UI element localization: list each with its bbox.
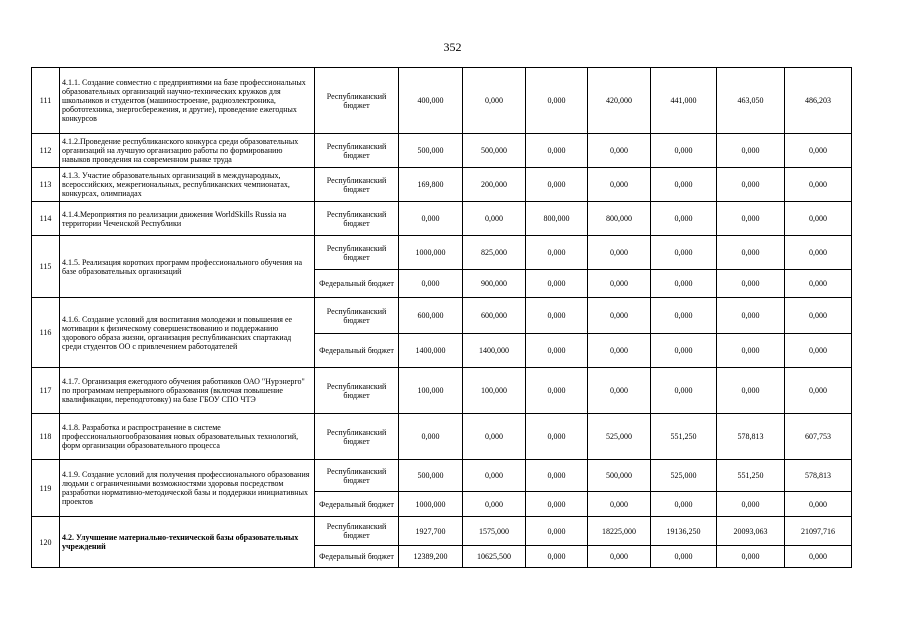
- amount-cell: 0,000: [463, 68, 526, 134]
- amount-cell: 0,000: [526, 492, 588, 517]
- funding-source: Республиканский бюджет: [315, 517, 399, 546]
- table-row: [32, 460, 852, 492]
- amount-cell: 1575,000: [463, 517, 526, 546]
- amount-cell: 800,000: [526, 202, 588, 236]
- amount-cell: 200,000: [463, 168, 526, 202]
- amount-cell: 0,000: [785, 298, 852, 334]
- amount-cell: 0,000: [588, 298, 651, 334]
- amount-cell: 0,000: [651, 368, 717, 414]
- amount-cell: 0,000: [717, 168, 785, 202]
- amount-cell: 0,000: [526, 168, 588, 202]
- amount-cell: 420,000: [588, 68, 651, 134]
- amount-cell: 0,000: [526, 134, 588, 168]
- table-row: [32, 68, 852, 134]
- funding-source: Республиканский бюджет: [315, 414, 399, 460]
- amount-cell: 0,000: [463, 460, 526, 492]
- amount-cell: 578,813: [717, 414, 785, 460]
- amount-cell: 0,000: [526, 298, 588, 334]
- amount-cell: 100,000: [463, 368, 526, 414]
- amount-cell: 10625,500: [463, 546, 526, 568]
- funding-source: Федеральный бюджет: [315, 334, 399, 368]
- amount-cell: 500,000: [399, 134, 463, 168]
- amount-cell: 0,000: [526, 334, 588, 368]
- amount-cell: 0,000: [463, 202, 526, 236]
- amount-cell: 0,000: [651, 270, 717, 298]
- amount-cell: 0,000: [588, 168, 651, 202]
- amount-cell: 0,000: [785, 168, 852, 202]
- amount-cell: 578,813: [785, 460, 852, 492]
- amount-cell: 400,000: [399, 68, 463, 134]
- amount-cell: 0,000: [588, 134, 651, 168]
- table-row: [32, 134, 852, 168]
- amount-cell: 0,000: [526, 236, 588, 270]
- funding-source: Республиканский бюджет: [315, 460, 399, 492]
- amount-cell: 20093,063: [717, 517, 785, 546]
- amount-cell: 0,000: [526, 68, 588, 134]
- amount-cell: 900,000: [463, 270, 526, 298]
- amount-cell: 600,000: [399, 298, 463, 334]
- amount-cell: 0,000: [588, 236, 651, 270]
- funding-source: Федеральный бюджет: [315, 546, 399, 568]
- amount-cell: 0,000: [526, 414, 588, 460]
- amount-cell: 500,000: [463, 134, 526, 168]
- activity-description: 4.1.8. Разработка и распространение в системе профессиональногообразования новых образовательных технологий, форм организации образовательного процесса: [60, 414, 315, 460]
- table-row: [32, 168, 852, 202]
- amount-cell: 1000,000: [399, 236, 463, 270]
- amount-cell: 169,800: [399, 168, 463, 202]
- table-row: [32, 368, 852, 414]
- row-number: 113: [32, 168, 60, 202]
- amount-cell: 0,000: [651, 298, 717, 334]
- table-row: [32, 236, 852, 270]
- activity-description: 4.1.7. Организация ежегодного обучения работников ОАО "Нурэнерго" по программам непрерывного образования (включая повышение квалификации, переподготовку) на базе ГБОУ СПО ЧТЭ: [60, 368, 315, 414]
- amount-cell: 0,000: [717, 134, 785, 168]
- amount-cell: 18225,000: [588, 517, 651, 546]
- funding-source: Федеральный бюджет: [315, 270, 399, 298]
- funding-source: Республиканский бюджет: [315, 168, 399, 202]
- amount-cell: 0,000: [785, 270, 852, 298]
- funding-source: Республиканский бюджет: [315, 298, 399, 334]
- amount-cell: 0,000: [651, 202, 717, 236]
- amount-cell: 500,000: [399, 460, 463, 492]
- row-number: 112: [32, 134, 60, 168]
- amount-cell: 0,000: [588, 368, 651, 414]
- row-number: 120: [32, 517, 60, 568]
- amount-cell: 0,000: [399, 202, 463, 236]
- amount-cell: 0,000: [717, 270, 785, 298]
- amount-cell: 1000,000: [399, 492, 463, 517]
- funding-source: Республиканский бюджет: [315, 202, 399, 236]
- amount-cell: 0,000: [588, 270, 651, 298]
- funding-source: Республиканский бюджет: [315, 368, 399, 414]
- amount-cell: 0,000: [785, 334, 852, 368]
- amount-cell: 800,000: [588, 202, 651, 236]
- amount-cell: 0,000: [717, 368, 785, 414]
- activity-description: 4.1.1. Создание совместно с предприятиями на базе профессиональных образовательных организаций научно-технических кружков для школьников и студентов (машиностроение, радиоэлектроника, робототехника, энергосбережения, и другие), проведение ежегодных конкурсов: [60, 68, 315, 134]
- amount-cell: 1927,700: [399, 517, 463, 546]
- amount-cell: 0,000: [463, 492, 526, 517]
- amount-cell: 0,000: [651, 546, 717, 568]
- amount-cell: 0,000: [526, 368, 588, 414]
- budget-table: [31, 67, 852, 568]
- amount-cell: 0,000: [651, 236, 717, 270]
- amount-cell: 0,000: [785, 368, 852, 414]
- activity-description: 4.1.6. Создание условий для воспитания молодежи и повышения ее мотивации к физическому совершенствованию и поддержанию здорового образа жизни, организация республиканских спартакиад среди студентов ОО с привлечением работодателей: [60, 298, 315, 368]
- activity-description: 4.1.9. Создание условий для получения профессионального образования людьми с ограниченными возможностями здоровья посредством разработки нормативно-методической базы и поддержки инициативных проектов: [60, 460, 315, 517]
- amount-cell: 0,000: [717, 202, 785, 236]
- table-row: [32, 517, 852, 546]
- row-number: 115: [32, 236, 60, 298]
- amount-cell: 0,000: [717, 298, 785, 334]
- amount-cell: 551,250: [651, 414, 717, 460]
- amount-cell: 825,000: [463, 236, 526, 270]
- amount-cell: 1400,000: [399, 334, 463, 368]
- amount-cell: 0,000: [717, 236, 785, 270]
- amount-cell: 500,000: [588, 460, 651, 492]
- funding-source: Республиканский бюджет: [315, 68, 399, 134]
- amount-cell: 100,000: [399, 368, 463, 414]
- amount-cell: 0,000: [526, 460, 588, 492]
- amount-cell: 0,000: [717, 546, 785, 568]
- amount-cell: 21097,716: [785, 517, 852, 546]
- amount-cell: 0,000: [785, 202, 852, 236]
- funding-source: Федеральный бюджет: [315, 492, 399, 517]
- row-number: 119: [32, 460, 60, 517]
- amount-cell: 0,000: [785, 546, 852, 568]
- activity-description: 4.2. Улучшение материально-технической базы образовательных учреждений: [60, 517, 315, 568]
- amount-cell: 486,203: [785, 68, 852, 134]
- activity-description: 4.1.3. Участие образовательных организаций в международных, всероссийских, межрегиональных, республиканских чемпионатах, конкурсах, олимпиадах: [60, 168, 315, 202]
- amount-cell: 0,000: [399, 270, 463, 298]
- amount-cell: 0,000: [651, 168, 717, 202]
- amount-cell: 463,050: [717, 68, 785, 134]
- table-row: [32, 414, 852, 460]
- amount-cell: 0,000: [785, 492, 852, 517]
- amount-cell: 19136,250: [651, 517, 717, 546]
- activity-description: 4.1.5. Реализация коротких программ профессионального обучения на базе образовательных организаций: [60, 236, 315, 298]
- amount-cell: 0,000: [785, 236, 852, 270]
- amount-cell: 0,000: [651, 492, 717, 517]
- funding-source: Республиканский бюджет: [315, 236, 399, 270]
- row-number: 114: [32, 202, 60, 236]
- page-number: 352: [443, 40, 462, 54]
- amount-cell: 0,000: [526, 546, 588, 568]
- amount-cell: 525,000: [588, 414, 651, 460]
- amount-cell: 0,000: [717, 492, 785, 517]
- amount-cell: 0,000: [399, 414, 463, 460]
- amount-cell: 0,000: [717, 334, 785, 368]
- activity-description: 4.1.4.Мероприятия по реализации движения WorldSkills Russia на территории Чеченской Республики: [60, 202, 315, 236]
- funding-source: Республиканский бюджет: [315, 134, 399, 168]
- amount-cell: 600,000: [463, 298, 526, 334]
- amount-cell: 12389,200: [399, 546, 463, 568]
- table-body: [32, 68, 852, 568]
- amount-cell: 0,000: [588, 334, 651, 368]
- amount-cell: 0,000: [588, 546, 651, 568]
- amount-cell: 525,000: [651, 460, 717, 492]
- row-number: 118: [32, 414, 60, 460]
- table-row: [32, 298, 852, 334]
- row-number: 116: [32, 298, 60, 368]
- amount-cell: 1400,000: [463, 334, 526, 368]
- amount-cell: 0,000: [463, 414, 526, 460]
- row-number: 117: [32, 368, 60, 414]
- activity-description: 4.1.2.Проведение республиканского конкурса среди образовательных организаций на лучшую организацию работы по формированию навыков проведения на современном рынке труда: [60, 134, 315, 168]
- amount-cell: 0,000: [785, 134, 852, 168]
- amount-cell: 607,753: [785, 414, 852, 460]
- amount-cell: 0,000: [588, 492, 651, 517]
- amount-cell: 0,000: [651, 334, 717, 368]
- amount-cell: 441,000: [651, 68, 717, 134]
- amount-cell: 551,250: [717, 460, 785, 492]
- table-row: [32, 202, 852, 236]
- amount-cell: 0,000: [651, 134, 717, 168]
- amount-cell: 0,000: [526, 270, 588, 298]
- amount-cell: 0,000: [526, 517, 588, 546]
- row-number: 111: [32, 68, 60, 134]
